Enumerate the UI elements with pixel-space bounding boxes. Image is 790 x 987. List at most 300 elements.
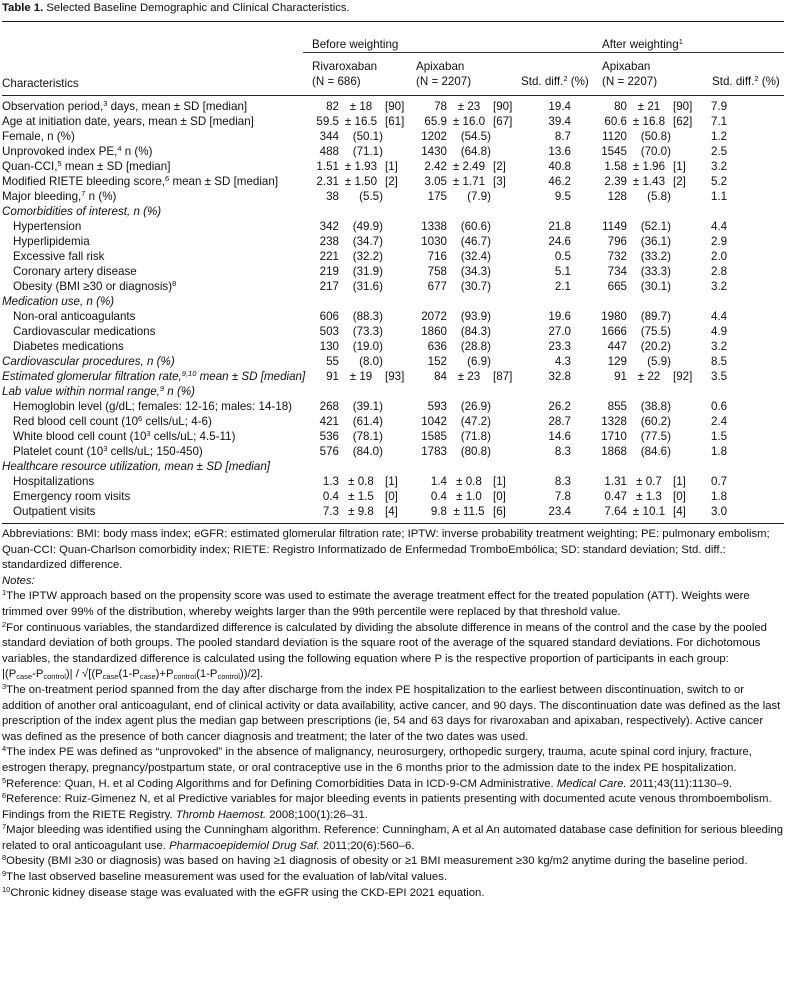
- table-row: [2, 369, 784, 384]
- footnote-ref: 6: [138, 414, 143, 423]
- note-10: $^{10}$Chronic kidney disease stage was evaluated with the eGFR using the CKD-EPI 2021 equation.: [2, 884, 485, 899]
- row-label: [2, 159, 303, 174]
- rivaroxaban-percent: (5.5): [359, 190, 383, 203]
- apixaban-weighted-n: (N = 2207): [602, 75, 658, 88]
- apixaban-weighted-sd: ± 1.96: [632, 160, 666, 173]
- row-label: [2, 384, 303, 399]
- std-diff-before: 14.6: [548, 430, 571, 443]
- rivaroxaban-mean: 1.51: [316, 160, 339, 173]
- apixaban-percent: (28.8): [460, 340, 491, 353]
- std-diff-before: 8.3: [554, 475, 571, 488]
- row-label: [2, 474, 303, 489]
- apixaban-weighted-header: Apixaban: [602, 60, 651, 73]
- apixaban-mean: 0.4: [430, 490, 447, 503]
- note-10-text: Chronic kidney disease stage was evaluated with the eGFR using the CKD-EPI 2021 equation.: [10, 886, 485, 899]
- apixaban-percent: (64.8): [460, 145, 491, 158]
- table-row: [2, 249, 784, 264]
- section-row: [2, 204, 784, 219]
- row-label: [2, 234, 303, 249]
- std-diff-before: 5.1: [554, 265, 571, 278]
- row-label-text: Diabetes medications: [13, 340, 124, 353]
- apixaban-count: 152: [427, 355, 447, 368]
- row-label: [2, 354, 303, 369]
- std-diff-after: 3.2: [711, 160, 728, 173]
- rivaroxaban-percent: (31.9): [352, 265, 383, 278]
- std-diff-before: 0.5: [554, 250, 571, 263]
- apixaban-count: 1430: [421, 145, 447, 158]
- std-diff-before: 19.4: [548, 100, 571, 113]
- abbreviations: Abbreviations: BMI: body mass index; eGFR: estimated glomerular filtration rate; IPTW: inverse probability treatment weighting; PE: pulmonary embolism; Quan-CCI: Quan-Charlson comorbidity index; RIETE: Registro Informatizado de Enfermedad TromboEmbólica; SD: standard deviation; Std. diff.: standardized difference.: [2, 528, 770, 572]
- std-diff-before: 39.4: [548, 115, 571, 128]
- apixaban-weighted-sd: ± 10.1: [632, 505, 666, 518]
- apixaban-weighted-sd: ± 1.43: [632, 175, 666, 188]
- apixaban-weighted-percent: (70.0): [640, 145, 671, 158]
- apixaban-weighted-count: 1149: [602, 220, 627, 233]
- rivaroxaban-sd: ± 18: [349, 100, 373, 113]
- row-label-text: Hypertension: [13, 220, 82, 233]
- apixaban-weighted-percent: (30.1): [640, 280, 671, 293]
- after-weighting-header: [591, 37, 784, 53]
- std-diff-after: 8.5: [711, 355, 728, 368]
- apixaban-percent: (93.9): [460, 310, 491, 323]
- rivaroxaban-mean: 0.4: [322, 490, 339, 503]
- std-diff-before: 28.7: [548, 415, 571, 428]
- apixaban-percent: (47.2): [460, 415, 491, 428]
- rivaroxaban-count: 342: [319, 220, 339, 233]
- rivaroxaban-mean: 1.3: [322, 475, 339, 488]
- after-weighting-label: After weighting: [602, 38, 679, 51]
- std-diff-after: 3.2: [711, 280, 728, 293]
- table-row: [2, 444, 784, 459]
- apixaban-weighted-count: 734: [607, 265, 627, 278]
- row-label-text: Hospitalizations: [13, 475, 95, 488]
- std-diff-before: 8.7: [554, 130, 571, 143]
- row-label-text: White blood cell count (10: [13, 430, 147, 443]
- std-diff-after: 1.8: [711, 490, 728, 503]
- table-row: [2, 174, 784, 189]
- note-5-citation: 2011;43(11):1130–9.: [626, 777, 733, 790]
- rivaroxaban-count: 503: [319, 325, 339, 338]
- row-label-suffix: days, mean ± SD [median]: [107, 100, 248, 113]
- apixaban-count: 1338: [421, 220, 447, 233]
- row-label-text: Modified RIETE bleeding score,: [2, 175, 166, 188]
- note-4-text: The index PE was defined as “unprovoked” in the absence of malignancy, neurosurgery, orthopedic surgery, trauma, acute spinal cord injury, fracture, estrogen therapy, pregnancy/postpartum state, or oral contraceptive use in the 6 months prior to the admission date to the index PE hospitalization.: [2, 746, 752, 774]
- table-row: [2, 234, 784, 249]
- apixaban-weighted-sd: ± 21: [637, 100, 661, 113]
- apixaban-weighted-percent: (38.8): [640, 400, 671, 413]
- row-label-text: Red blood cell count (10: [13, 415, 139, 428]
- row-label: [2, 294, 303, 309]
- std-diff-before: 32.8: [548, 370, 571, 383]
- std-diff-after: 4.4: [711, 220, 728, 233]
- apixaban-sd: ± 23: [457, 370, 481, 383]
- baseline-table: [2, 22, 784, 524]
- row-label: [2, 414, 303, 429]
- footnote-ref: 7: [81, 189, 86, 198]
- table-row: [2, 264, 784, 279]
- std-diff-after: 1.8: [711, 445, 728, 458]
- std-diff-before: 27.0: [548, 325, 571, 338]
- table-row: [2, 354, 784, 369]
- footnote-ref: 8: [172, 279, 177, 288]
- note-4: $^4$The index PE was defined as “unprovoked” in the absence of malignancy, neurosurgery, orthopedic surgery, trauma, acute spinal cord injury, fracture, estrogen therapy, pregnancy/postpartum state, or oral contraceptive use in the 6 months prior to the admission date to the index PE hospitalization.: [2, 744, 752, 774]
- std-diff-after: 3.0: [711, 505, 728, 518]
- note-1: $^1$The IPTW approach based on the propensity score was used to estimate the average treatment effect for the treated population (ATT). Weights were trimmed over 99% of the distribution, whereby weights larger than the 99th percentile were replaced by that threshold value.: [2, 588, 750, 618]
- section-row: [2, 459, 784, 474]
- apixaban-weighted-percent: (5.8): [647, 190, 671, 203]
- rivaroxaban-header: Rivaroxaban: [312, 60, 378, 73]
- rivaroxaban-percent: (61.4): [352, 415, 383, 428]
- row-label: [2, 144, 303, 159]
- std-diff-after: 2.5: [711, 145, 728, 158]
- note-7-text: Major bleeding was identified using the Cunningham algorithm. Reference: Cunningham, A et al An automated database case definition for serious bleeding related to oral anticoagulant use.: [2, 824, 784, 852]
- std-diff-before: 4.3: [554, 355, 571, 368]
- std-diff-before-header: [519, 74, 591, 91]
- row-label: [2, 504, 303, 519]
- row-label-text: Age at initiation date, years, mean ± SD [median]: [2, 115, 254, 128]
- apixaban-median: [90]: [493, 100, 513, 113]
- std-diff-before: 23.3: [548, 340, 571, 353]
- before-weighting-header: Before weighting: [303, 37, 591, 53]
- row-label: [2, 174, 303, 189]
- apixaban-sd: ± 0.8: [456, 475, 482, 488]
- apixaban-count: 758: [427, 265, 447, 278]
- note-2-formula: $|(P_{case}-P_{control})| / √[(P_{case}(1-P_{case})+P_{control}(1-P_{control}))/2]$.: [2, 668, 264, 682]
- apixaban-percent: (71.8): [460, 430, 491, 443]
- footnote-ref: 5: [57, 159, 62, 168]
- apixaban-mean: 78: [434, 100, 447, 113]
- rivaroxaban-mean: 2.31: [316, 175, 339, 188]
- std-diff-after: 7.9: [711, 100, 728, 113]
- rivaroxaban-count: 606: [319, 310, 339, 323]
- std-diff-after: 2.0: [711, 250, 728, 263]
- rivaroxaban-percent: (88.3): [352, 310, 383, 323]
- apixaban-weighted-median: [2]: [673, 175, 686, 188]
- apixaban-weighted-count: 1710: [601, 430, 627, 443]
- std-diff-after-header: [699, 74, 784, 91]
- row-label-suffix: n (%): [85, 190, 117, 203]
- row-label-text: Estimated glomerular filtration rate,: [2, 370, 182, 383]
- std-diff-pct: (%): [761, 75, 780, 88]
- row-label: [2, 219, 303, 234]
- apixaban-weighted-count: 855: [607, 400, 627, 413]
- apixaban-weighted-percent: (5.9): [647, 355, 671, 368]
- row-label-text: Female, n (%): [2, 130, 75, 143]
- rivaroxaban-sd: ± 19: [349, 370, 373, 383]
- rivaroxaban-percent: (34.7): [352, 235, 383, 248]
- table-notes: [2, 527, 784, 901]
- table-row: [2, 114, 784, 129]
- apixaban-weighted-count: 447: [607, 340, 627, 353]
- apixaban-weighted-percent: (89.7): [640, 310, 671, 323]
- apixaban-sd: ± 11.5: [453, 505, 485, 518]
- footnote-ref: 3: [146, 429, 151, 438]
- row-label: [2, 459, 303, 474]
- row-label-text: Lab value within normal range,: [2, 385, 160, 398]
- note-7-journal: Pharmacoepidemiol Drug Saf.: [169, 839, 320, 852]
- table-row: [2, 489, 784, 504]
- table-caption: [2, 0, 784, 21]
- std-diff-before: 26.2: [548, 400, 571, 413]
- table-row: [2, 504, 784, 519]
- rivaroxaban-sd: ± 0.8: [348, 475, 374, 488]
- std-diff-after: 0.7: [711, 475, 728, 488]
- row-label-suffix: mean ± SD [median]: [61, 160, 171, 173]
- rivaroxaban-mean: 91: [326, 370, 339, 383]
- row-label: [2, 129, 303, 144]
- row-label: [2, 429, 303, 444]
- apixaban-percent: (26.9): [460, 400, 491, 413]
- apixaban-weighted-percent: (60.2): [640, 415, 671, 428]
- std-diff-before: 40.8: [548, 160, 571, 173]
- row-label: [2, 99, 303, 114]
- std-diff-before: 2.1: [554, 280, 571, 293]
- apixaban-median: [1]: [493, 475, 506, 488]
- note-6-citation: 2008;100(1):26–31.: [266, 808, 368, 821]
- std-diff-before: 8.3: [554, 445, 571, 458]
- rivaroxaban-n: (N = 686): [312, 75, 361, 88]
- std-diff-after: 3.2: [711, 340, 728, 353]
- row-label: [2, 114, 303, 129]
- row-label: [2, 264, 303, 279]
- apixaban-weighted-percent: (77.5): [640, 430, 671, 443]
- note-9: $^9$The last observed baseline measurement was used for the evaluation of lab/vital values.: [2, 869, 447, 884]
- apixaban-weighted-count: 1666: [601, 325, 627, 338]
- apixaban-percent: (30.7): [460, 280, 491, 293]
- note-7-citation: 2011;20(6):560–6.: [319, 839, 415, 852]
- row-label: [2, 339, 303, 354]
- row-label-text: Major bleeding,: [2, 190, 82, 203]
- apixaban-mean: 84: [434, 370, 447, 383]
- row-label: [2, 369, 306, 384]
- std-diff-before: 46.2: [548, 175, 571, 188]
- std-diff-after: 5.2: [711, 175, 728, 188]
- table-label: Table 1.: [2, 2, 44, 14]
- std-diff-before: 24.6: [548, 235, 571, 248]
- apixaban-median: [67]: [493, 115, 513, 128]
- rivaroxaban-count: 268: [319, 400, 339, 413]
- apixaban-mean: 2.42: [424, 160, 447, 173]
- rivaroxaban-median: [93]: [385, 370, 405, 383]
- table-head: [2, 22, 784, 99]
- std-diff-label: Std. diff.: [712, 75, 755, 88]
- rivaroxaban-count: 221: [319, 250, 339, 263]
- rivaroxaban-sd: ± 1.93: [344, 160, 378, 173]
- apixaban-weighted-mean: 60.6: [604, 115, 627, 128]
- std-diff-before: 7.8: [554, 490, 571, 503]
- row-label-text: Obesity (BMI ≥30 or diagnosis): [13, 280, 173, 293]
- apixaban-weighted-median: [62]: [673, 115, 693, 128]
- std-diff-before: 19.6: [548, 310, 571, 323]
- row-label-text: Observation period,: [2, 100, 104, 113]
- table-row: [2, 279, 784, 294]
- note-5-text: Reference: Quan, H. et al Coding Algorithms and for Defining Comorbidities Data in ICD-9-CM Administrative.: [6, 777, 557, 790]
- apixaban-weighted-percent: (50.8): [640, 130, 671, 143]
- table-row: [2, 414, 784, 429]
- rivaroxaban-median: [1]: [385, 475, 398, 488]
- row-label: [2, 309, 303, 324]
- apixaban-weighted-mean: 80: [614, 100, 627, 113]
- note-1-text: The IPTW approach based on the propensity score was used to estimate the average treatment effect for the treated population (ATT). Weights were trimmed over 99% of the distribution, whereby weights larger than the 99th percentile were replaced by that threshold value.: [2, 590, 750, 618]
- apixaban-weighted-percent: (20.2): [640, 340, 671, 353]
- row-label-suffix: cells/uL; 150-450): [107, 445, 203, 458]
- apixaban-weighted-count: 1545: [601, 145, 627, 158]
- std-diff-pct: (%): [570, 75, 589, 88]
- std-diff-after: 3.5: [711, 370, 728, 383]
- row-label-text: Coronary artery disease: [13, 265, 137, 278]
- std-diff-after: 2.9: [711, 235, 728, 248]
- apixaban-weighted-mean: 7.64: [604, 505, 627, 518]
- rivaroxaban-percent: (73.3): [352, 325, 383, 338]
- table-row: [2, 99, 784, 114]
- apixaban-weighted-count: 129: [607, 355, 627, 368]
- row-label: [2, 249, 303, 264]
- apixaban-median: [6]: [493, 505, 506, 518]
- apixaban-count: 677: [427, 280, 447, 293]
- apixaban-mean: 3.05: [424, 175, 447, 188]
- apixaban-sd: ± 1.0: [456, 490, 482, 503]
- apixaban-weighted-mean: 1.31: [604, 475, 627, 488]
- row-label-suffix: cells/uL; 4.5-11): [150, 430, 236, 443]
- row-label: [2, 489, 303, 504]
- apixaban-count: 1860: [421, 325, 447, 338]
- table-row: [2, 399, 784, 414]
- rivaroxaban-percent: (39.1): [352, 400, 383, 413]
- apixaban-weighted-percent: (84.6): [640, 445, 671, 458]
- apixaban-mean: 9.8: [430, 505, 447, 518]
- apixaban-weighted-percent: (33.2): [640, 250, 671, 263]
- rivaroxaban-count: 219: [319, 265, 339, 278]
- std-diff-before: 23.4: [548, 505, 571, 518]
- rivaroxaban-percent: (32.2): [352, 250, 383, 263]
- apixaban-count: 1030: [421, 235, 447, 248]
- row-label-text: Healthcare resource utilization, mean ± SD [median]: [2, 460, 270, 473]
- note-2: $^2$For continuous variables, the standardized difference is calculated by dividing the absolute difference in means of the control and the case by the pooled standard deviation of both groups. The pooled standard deviation is the square root of the average of the squared standard deviations. For dichotomous variables, the standardized difference is calculated using the following equation where P is the respective proportion of participants in each group: $|(P_{case}-P_{control})| / √[(P_{case}(1-P_{case})+P_{control}(1-P_{control}))/2]$.: [2, 619, 767, 682]
- std-diff-after: 0.6: [711, 400, 728, 413]
- apixaban-weighted-count: 665: [607, 280, 627, 293]
- std-diff-sup: 2: [563, 74, 568, 83]
- row-label: [2, 444, 303, 459]
- apixaban-percent: (80.8): [460, 445, 491, 458]
- apixaban-count: 175: [427, 190, 447, 203]
- apixaban-weighted-count: 796: [607, 235, 627, 248]
- note-5-journal: Medical Care.: [556, 777, 627, 790]
- rivaroxaban-sd: ± 1.50: [344, 175, 378, 188]
- rivaroxaban-count: 217: [319, 280, 339, 293]
- apixaban-weighted-sd: ± 0.7: [636, 475, 662, 488]
- std-diff-after: 1.2: [711, 130, 728, 143]
- row-label: [2, 204, 303, 219]
- table-page: [2, 0, 784, 901]
- note-6: $^6$Reference: Ruiz-Gimenez N, et al Predictive variables for major bleeding events in patients presenting with documented acute venous thromboembolism. Findings from the RIETE Registry. Thromb Haemost. 2008;100(1):26–31.: [2, 791, 772, 821]
- row-label-text: Hyperlipidemia: [13, 235, 90, 248]
- rivaroxaban-sd: ± 1.5: [348, 490, 374, 503]
- apixaban-percent: (34.3): [460, 265, 491, 278]
- rivaroxaban-sd: ± 9.8: [348, 505, 374, 518]
- footnote-ref: 9,10: [181, 369, 197, 378]
- table-row: [2, 144, 784, 159]
- apixaban-median: [2]: [493, 160, 506, 173]
- apixaban-count: 1202: [421, 130, 447, 143]
- apixaban-percent: (7.9): [467, 190, 491, 203]
- rivaroxaban-percent: (8.0): [359, 355, 383, 368]
- rivaroxaban-median: [90]: [385, 100, 405, 113]
- rivaroxaban-median: [1]: [385, 160, 398, 173]
- table-title: Selected Baseline Demographic and Clinical Characteristics.: [46, 2, 350, 14]
- row-label: [2, 399, 303, 414]
- row-label-text: Cardiovascular procedures, n (%): [2, 355, 175, 368]
- footnote-ref: 4: [117, 144, 122, 153]
- apixaban-weighted-median: [90]: [673, 100, 693, 113]
- apixaban-weighted-count: 1328: [601, 415, 627, 428]
- row-label-text: Medication use, n (%): [2, 295, 115, 308]
- apixaban-weighted-sd: ± 22: [637, 370, 661, 383]
- rivaroxaban-median: [61]: [385, 115, 405, 128]
- apixaban-count: 1042: [421, 415, 447, 428]
- std-diff-before: 13.6: [548, 145, 571, 158]
- row-label-suffix: mean ± SD [median]: [169, 175, 279, 188]
- rivaroxaban-count: 130: [319, 340, 339, 353]
- apixaban-weighted-median: [1]: [673, 160, 686, 173]
- notes-label: Notes:: [2, 574, 35, 587]
- note-6-text: Reference: Ruiz-Gimenez N, et al Predictive variables for major bleeding events in patients presenting with documented acute venous thromboembolism. Findings from the RIETE Registry.: [2, 793, 772, 821]
- apixaban-median: [0]: [493, 490, 506, 503]
- rivaroxaban-count: 238: [319, 235, 339, 248]
- apixaban-count: 2072: [421, 310, 447, 323]
- note-6-journal: Thromb Haemost.: [175, 808, 267, 821]
- table-row: [2, 429, 784, 444]
- row-label: [2, 324, 303, 339]
- std-diff-sup: 2: [754, 74, 759, 83]
- apixaban-sd: ± 16.0: [452, 115, 486, 128]
- rivaroxaban-median: [2]: [385, 175, 398, 188]
- std-diff-after: 1.5: [711, 430, 728, 443]
- std-diff-after: 1.1: [711, 190, 728, 203]
- rivaroxaban-count: 536: [319, 430, 339, 443]
- apixaban-median: [3]: [493, 175, 506, 188]
- apixaban-weighted-median: [1]: [673, 475, 686, 488]
- table-row: [2, 189, 784, 204]
- table-row: [2, 219, 784, 234]
- row-label-suffix: cells/uL; 4-6): [142, 415, 212, 428]
- table-row: [2, 159, 784, 174]
- row-label: [2, 189, 303, 204]
- row-label-suffix: n (%): [164, 385, 195, 398]
- apixaban-percent: (54.5): [460, 130, 491, 143]
- apixaban-weighted-percent: (75.5): [640, 325, 671, 338]
- rivaroxaban-mean: 59.5: [316, 115, 339, 128]
- table-row: [2, 129, 784, 144]
- apixaban-sd: ± 1.71: [452, 175, 486, 188]
- apixaban-weighted-count: 732: [607, 250, 627, 263]
- std-diff-before: 9.5: [554, 190, 571, 203]
- rivaroxaban-percent: (19.0): [352, 340, 383, 353]
- apixaban-percent: (32.4): [460, 250, 491, 263]
- after-weighting-sup: 1: [678, 37, 683, 46]
- apixaban-count: 593: [427, 400, 447, 413]
- note-3: $^3$The on-treatment period spanned from the day after discharge from the index PE hospitalization to the earliest between discontinuation, switch to or addition of another oral anticoagulant, end of clinical activity or data availability, active cancer, and 90 days. The discontinuation date was defined as the last prescription of the index agent plus the median gap between prescriptions (ie, 54 and 63 days for rivaroxaban and apixaban, respectively). Active cancer was defined as the presence of both cancer diagnosis and treatment; the later of the two dates was used.: [2, 681, 781, 743]
- apixaban-count: 1585: [421, 430, 447, 443]
- apixaban-weighted-count: 1980: [601, 310, 627, 323]
- std-diff-after: 4.4: [711, 310, 728, 323]
- apixaban-weighted-percent: (52.1): [640, 220, 671, 233]
- section-row: [2, 384, 784, 399]
- rivaroxaban-count: 576: [319, 445, 339, 458]
- apixaban-weighted-sd: ± 1.3: [636, 490, 662, 503]
- std-diff-after: 7.1: [711, 115, 728, 128]
- rivaroxaban-count: 488: [319, 145, 339, 158]
- apixaban-weighted-percent: (36.1): [640, 235, 671, 248]
